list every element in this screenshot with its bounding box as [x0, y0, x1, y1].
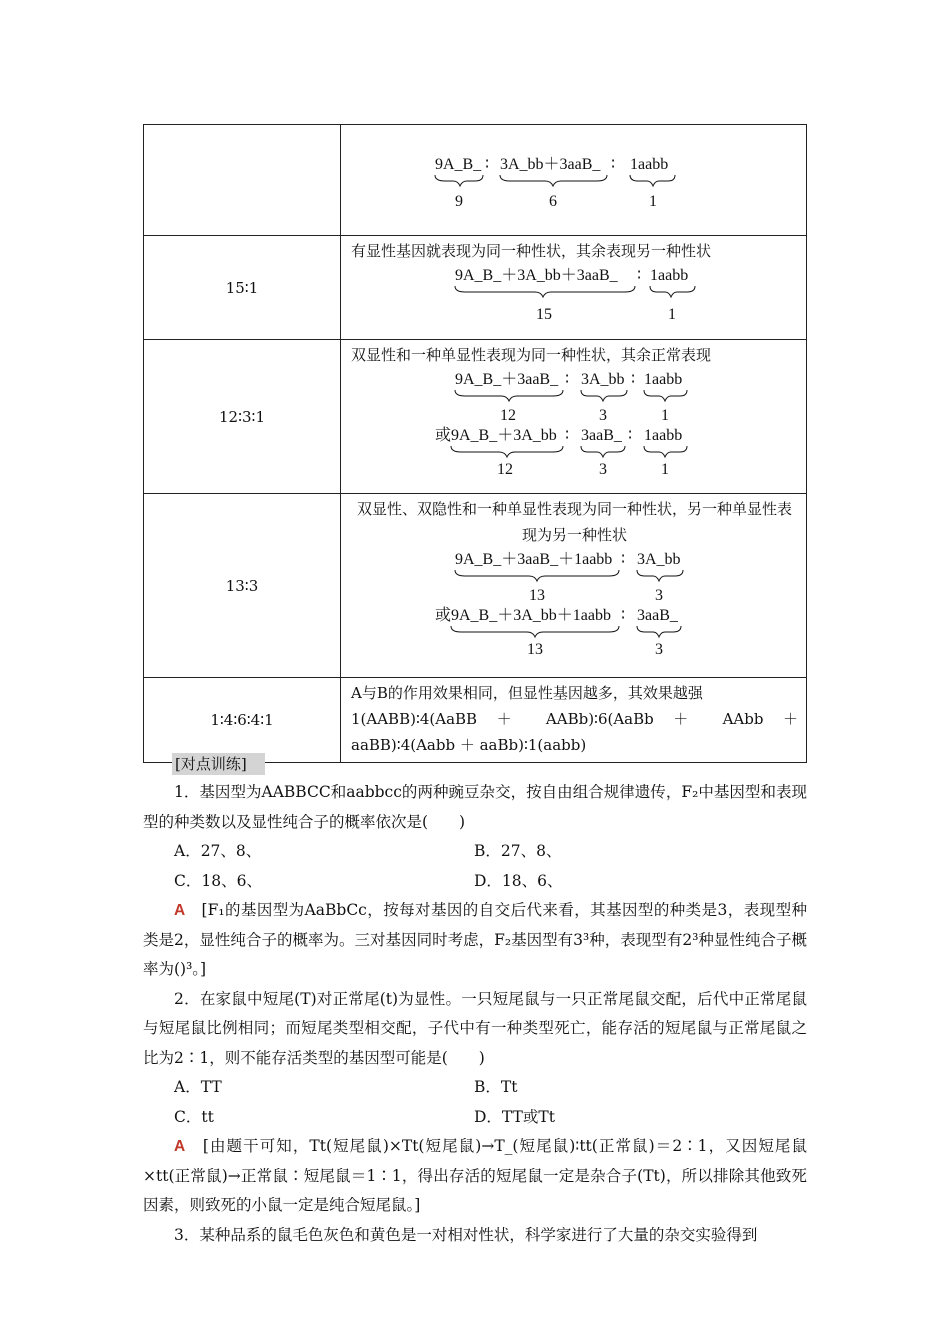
colon: ∶ — [610, 156, 615, 173]
group-number: 12 — [496, 461, 513, 478]
ratio-table — [143, 124, 807, 763]
group-number: 1 — [648, 193, 657, 210]
ratio-cell — [144, 125, 341, 236]
colon: ∶ — [630, 371, 635, 388]
underbrace — [581, 446, 625, 457]
underbrace — [644, 446, 687, 457]
formula-13-3-alt — [425, 606, 725, 658]
underbrace — [637, 570, 683, 581]
term: 9A_B_＋3aaB_＋1aabb — [454, 551, 612, 568]
answer-letter: A — [174, 1138, 186, 1155]
group-number: 3 — [598, 461, 607, 478]
group-number: 13 — [526, 641, 543, 658]
option-b: B．27、8、 — [474, 842, 562, 860]
colon: ∶ — [484, 156, 489, 173]
term: 1aabb — [643, 427, 682, 444]
underbrace — [451, 446, 563, 457]
term: 3A_bb — [580, 371, 625, 388]
group-number: 1 — [667, 306, 676, 323]
formula-9-6-1 — [425, 151, 725, 231]
group-number: 3 — [654, 587, 663, 604]
ratio-cell — [144, 678, 341, 763]
explanation-text: [F₁的基因型为AaBbCc，按每对基因的自交后代来看，其基因型的种类是3，表现型种类是2，显性纯合子的概率为。三对基因同时考虑，F₂基因型有3³种，表现型有2³种显性纯合子概率为()³。] — [143, 901, 807, 978]
desc-text: 双显性和一种单显性表现为同一种性状，其余正常表现 — [351, 346, 712, 364]
underbrace — [455, 570, 619, 581]
ratio-cell: 13∶3 — [144, 494, 341, 678]
underbrace — [630, 175, 675, 186]
question-1-options — [143, 837, 807, 867]
term: 1aabb — [629, 156, 668, 173]
term: 9A_B_＋3A_bb＋1aabb — [450, 607, 611, 624]
colon: ∶ — [564, 371, 569, 388]
formula-15-1 — [425, 264, 725, 326]
question-1-options — [143, 867, 807, 897]
underbrace — [455, 286, 635, 297]
term: 3A_bb — [636, 551, 681, 568]
group-number: 9 — [454, 193, 463, 210]
question-2-options — [143, 1073, 807, 1103]
group-number: 12 — [499, 407, 516, 424]
desc-cell — [341, 678, 807, 763]
underbrace — [435, 175, 483, 186]
ratio-cell: 15∶1 — [144, 236, 341, 340]
formula-12-3-1-alt — [425, 426, 725, 478]
term: 3aaB_ — [636, 607, 678, 624]
option-d: D．18、6、 — [474, 871, 563, 890]
colon: ∶ — [620, 607, 625, 624]
question-1-stem: 1．基因型为AABBCC和aabbcc的两种豌豆杂交，按自由组合规律遗传，F₂中基因型和表现型的种类数以及显性纯合子的概率依次是( ) — [143, 783, 807, 831]
group-number: 1 — [660, 407, 669, 424]
option-d: D．TT或Tt — [474, 1107, 555, 1126]
group-number: 1 — [660, 461, 669, 478]
answer-letter: A — [174, 902, 186, 919]
group-number: 3 — [598, 407, 607, 424]
desc-text: A与B的作用效果相同，但显性基因越多，其效果越强 — [351, 684, 703, 702]
desc-cell — [341, 340, 807, 494]
term: 9A_B_＋3A_bb＋3aaB_ — [454, 267, 618, 284]
formula-13-3 — [425, 548, 725, 606]
explanation-text: [由题干可知，Tt(短尾鼠)×Tt(短尾鼠)→T_(短尾鼠)∶tt(正常鼠)＝2∶1，又因短尾鼠×tt(正常鼠)→正常鼠∶短尾鼠＝1∶1，得出存活的短尾鼠一定是杂合子(Tt)，所以排除其他致死因素，则致死的小鼠一定是纯合短尾鼠。] — [143, 1137, 807, 1214]
underbrace — [581, 390, 627, 401]
option-c: C．tt — [174, 1107, 214, 1126]
question-2-options — [143, 1103, 807, 1133]
term: 1aabb — [643, 371, 682, 388]
desc-cell — [341, 125, 807, 236]
underbrace — [451, 626, 619, 637]
desc-text: 有显性基因就表现为同一种性状，其余表现另一种性状 — [351, 242, 712, 260]
term: 9A_B_ — [434, 156, 481, 173]
option-c: C．18、6、 — [174, 871, 262, 890]
term: 9A_B_＋3A_bb — [450, 427, 557, 444]
underbrace — [637, 626, 681, 637]
term: 3A_bb＋3aaB_ — [499, 156, 600, 173]
colon: ∶ — [620, 551, 625, 568]
underbrace — [455, 390, 563, 401]
colon: ∶ — [636, 267, 641, 284]
question-3-stem: 3．某种品系的鼠毛色灰色和黄色是一对相对性状，科学家进行了大量的杂交实验得到 — [174, 1225, 758, 1244]
question-1-explanation — [143, 896, 807, 985]
term: 3aaB_ — [580, 427, 622, 444]
desc-text-2: 1(AABB)∶4(AaBB ＋ AABb)∶6(AaBb ＋ AAbb ＋ aaBB)∶4(Aabb ＋ aaBb)∶1(aabb) — [351, 710, 798, 754]
desc-cell — [341, 236, 807, 340]
section-tag: [对点训练] — [172, 753, 265, 775]
option-b: B．Tt — [474, 1078, 518, 1096]
option-a: A．27、8、 — [174, 842, 262, 860]
group-number: 15 — [535, 306, 552, 323]
group-number: 3 — [654, 641, 663, 658]
desc-cell — [341, 494, 807, 678]
question-2-stem: 2．在家鼠中短尾(T)对正常尾(t)为显性。一只短尾鼠与一只正常尾鼠交配，后代中正常尾鼠与短尾鼠比例相同；而短尾类型相交配，子代中有一种类型死亡，能存活的短尾鼠与正常尾鼠之比为2∶1，则不能存活类型的基因型可能是( ) — [143, 989, 807, 1067]
prefix: 或 — [434, 427, 451, 444]
formula-12-3-1 — [425, 368, 725, 426]
desc-text: 双显性、双隐性和一种单显性表现为同一种性状，另一种单显性表现为另一种性状 — [356, 500, 792, 544]
term: 9A_B_＋3aaB_ — [454, 371, 558, 388]
term: 1aabb — [649, 267, 688, 284]
ratio-cell: 12∶3∶1 — [144, 340, 341, 494]
prefix: 或 — [434, 607, 451, 624]
option-a: A．TT — [174, 1078, 222, 1096]
group-number: 6 — [548, 193, 557, 210]
underbrace — [500, 175, 607, 186]
underbrace — [644, 390, 687, 401]
underbrace — [650, 286, 695, 297]
colon: ∶ — [564, 427, 569, 444]
exercise-content — [143, 778, 807, 1250]
colon: ∶ — [627, 427, 632, 444]
ratio-text: 1∶4∶6∶4∶1 — [210, 711, 274, 729]
group-number: 13 — [528, 587, 545, 604]
question-2-explanation — [143, 1132, 807, 1221]
